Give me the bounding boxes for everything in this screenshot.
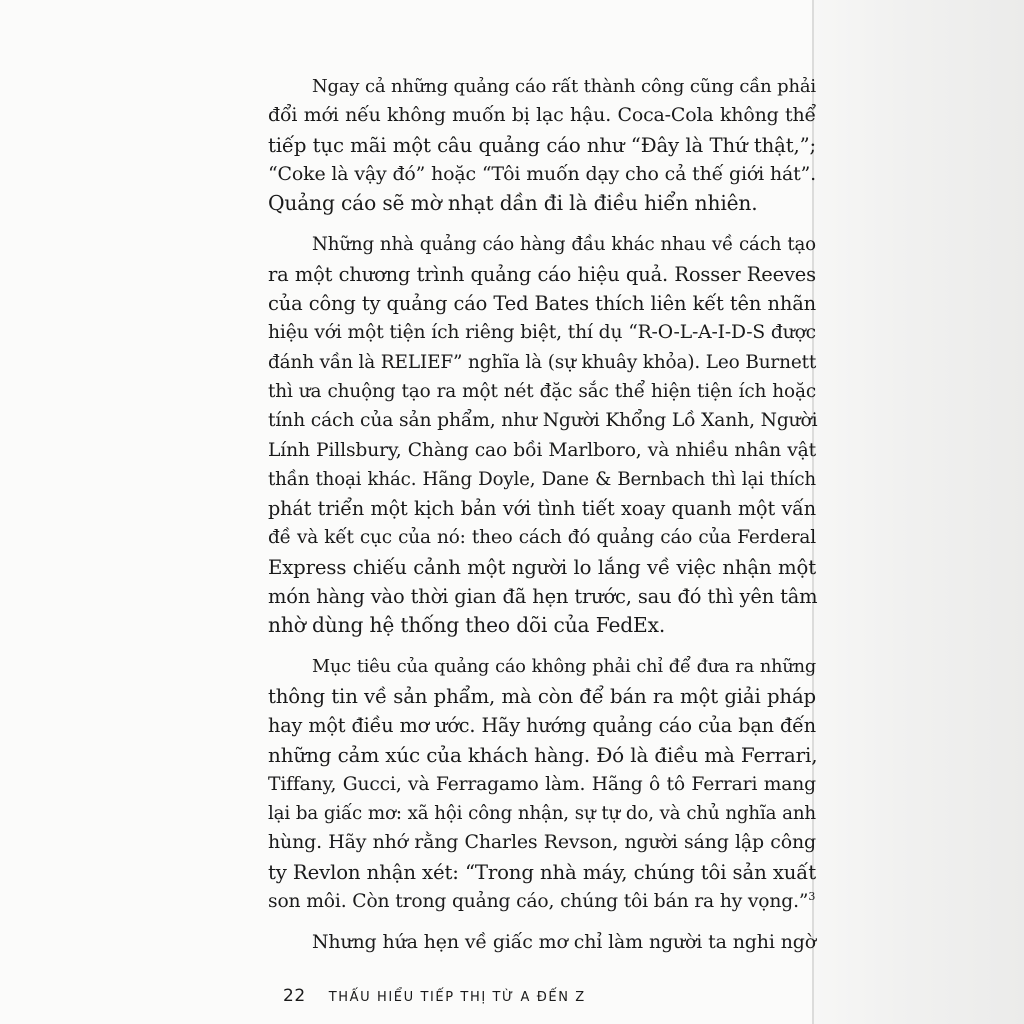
- page-number: 22: [283, 986, 306, 1006]
- text-line: [268, 887, 816, 916]
- footnote-marker: 3: [808, 889, 816, 903]
- text-line: ra một chương trình quảng cáo hiệu quả. Rosser Reeves: [268, 262, 816, 286]
- text-line: hay một điều mơ ước. Hãy hướng quảng cáo của bạn đến: [268, 714, 816, 738]
- body-text: [268, 72, 816, 958]
- text-line: thì ưa chuộng tạo ra một nét đặc sắc thể hiện tiện ích hoặc: [268, 380, 816, 402]
- text-line: phát triển một kịch bản với tình tiết xoay quanh một vấn: [268, 497, 816, 521]
- text-line: đổi mới nếu không muốn bị lạc hậu. Coca-Cola không thể: [268, 104, 816, 127]
- text-line: Quảng cáo sẽ mờ nhạt dần đi là điều hiển nhiên.: [268, 191, 758, 216]
- text-line: Những nhà quảng cáo hàng đầu khác nhau về cách tạo: [312, 234, 816, 256]
- text-line: Tiffany, Gucci, và Ferragamo làm. Hãng ô tô Ferrari mang: [268, 773, 816, 795]
- running-title: THẤU HIỂU TIẾP THỊ TỪ A ĐẾN Z: [328, 990, 586, 1005]
- text-line: lại ba giấc mơ: xã hội công nhận, sự tự do, và chủ nghĩa anh: [268, 803, 816, 825]
- text-line: hiệu với một tiện ích riêng biệt, thí dụ “R-O-L-A-I-D-S được: [268, 322, 816, 344]
- text-line: Express chiếu cảnh một người lo lắng về việc nhận một: [268, 555, 816, 579]
- text-line: “Coke là vậy đó” hoặc “Tôi muốn dạy cho cả thế giới hát”.: [268, 162, 816, 185]
- text-line: Nhưng hứa hẹn về giấc mơ chỉ làm người ta nghi ngờ: [312, 931, 816, 954]
- text-line: đề và kết cục của nó: theo cách đó quảng cáo của Ferderal: [268, 527, 816, 549]
- text-line: thông tin về sản phẩm, mà còn để bán ra một giải pháp: [268, 684, 816, 708]
- text-line: Lính Pillsbury, Chàng cao bồi Marlboro, và nhiều nhân vật: [268, 439, 816, 461]
- text-line: hùng. Hãy nhớ rằng Charles Revson, người sáng lập công: [268, 831, 816, 854]
- text-line: nhờ dùng hệ thống theo dõi của FedEx.: [268, 613, 666, 638]
- text-line-content: son môi. Còn trong quảng cáo, chúng tôi bán ra hy vọng.”: [268, 891, 809, 913]
- text-line: Ngay cả những quảng cáo rất thành công cũng cần phải: [312, 76, 816, 97]
- text-line: tính cách của sản phẩm, như Người Khổng Lồ Xanh, Người: [268, 410, 818, 432]
- page-footer: [283, 986, 586, 1006]
- text-line: thần thoại khác. Hãng Doyle, Dane & Bernbach thì lại thích: [268, 468, 816, 490]
- text-line: Mục tiêu của quảng cáo không phải chỉ để đưa ra những: [312, 656, 816, 677]
- page-gutter-shadow: [814, 0, 1024, 1024]
- text-line: những cảm xúc của khách hàng. Đó là điều mà Ferrari,: [268, 742, 818, 767]
- text-line: đánh vần là RELIEF” nghĩa là (sự khuây khỏa). Leo Burnett: [268, 351, 817, 373]
- paragraph-2: [268, 230, 816, 640]
- text-line: của công ty quảng cáo Ted Bates thích liên kết tên nhãn: [268, 292, 816, 316]
- text-line: món hàng vào thời gian đã hẹn trước, sau đó thì yên tâm: [268, 585, 818, 609]
- text-line: ty Revlon nhận xét: “Trong nhà máy, chúng tôi sản xuất: [268, 860, 816, 884]
- paragraph-1: [268, 72, 816, 218]
- paragraph-3: [268, 653, 816, 917]
- paragraph-4: [268, 928, 816, 957]
- text-line: tiếp tục mãi một câu quảng cáo như “Đây là Thứ thật,”;: [268, 133, 816, 157]
